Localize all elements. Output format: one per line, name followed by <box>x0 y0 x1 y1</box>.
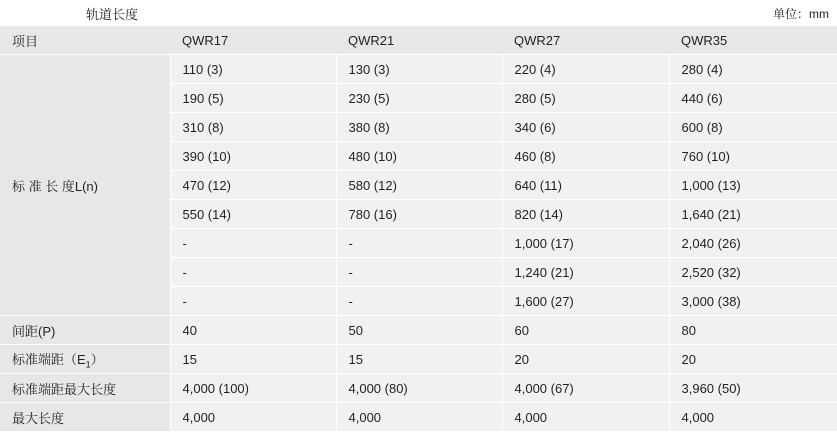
cell-qwr27: 460 (8) <box>502 142 669 171</box>
cell-qwr17: 390 (10) <box>170 142 336 171</box>
column-header-qwr17: QWR17 <box>170 26 336 55</box>
table-row <box>0 374 837 403</box>
row-label-subscript: 1 <box>85 359 91 370</box>
cell-qwr21: 4,000 (80) <box>336 374 502 403</box>
cell-qwr35: 4,000 <box>669 403 837 432</box>
cell-qwr17: 110 (3) <box>170 55 336 84</box>
rail-length-table <box>0 26 837 432</box>
cell-qwr21: 50 <box>336 316 502 345</box>
cell-qwr27: 1,240 (21) <box>502 258 669 287</box>
cell-qwr35: 20 <box>669 345 837 374</box>
cell-qwr17: - <box>170 229 336 258</box>
table-caption-title: 轨道长度 <box>86 7 139 22</box>
cell-qwr21: 580 (12) <box>336 171 502 200</box>
cell-qwr17: 310 (8) <box>170 113 336 142</box>
row-label-standard-end-distance <box>0 345 170 374</box>
cell-qwr27: 20 <box>502 345 669 374</box>
cell-qwr35: 600 (8) <box>669 113 837 142</box>
cell-qwr35: 2,520 (32) <box>669 258 837 287</box>
cell-qwr35: 1,640 (21) <box>669 200 837 229</box>
cell-qwr27: 1,000 (17) <box>502 229 669 258</box>
cell-qwr21: 380 (8) <box>336 113 502 142</box>
cell-qwr35: 80 <box>669 316 837 345</box>
column-header-qwr35: QWR35 <box>669 26 837 55</box>
row-label-suffix: ） <box>90 351 104 367</box>
cell-qwr35: 2,040 (26) <box>669 229 837 258</box>
row-label-pitch: 间距(P) <box>0 316 170 345</box>
row-label-standard-length <box>0 55 170 316</box>
cell-qwr35: 280 (4) <box>669 55 837 84</box>
row-label-standard-length-text: 标 准 长 度L(n) <box>12 178 98 194</box>
column-header-item: 项目 <box>0 26 170 55</box>
cell-qwr21: 780 (16) <box>336 200 502 229</box>
column-header-qwr27: QWR27 <box>502 26 669 55</box>
cell-qwr27: 280 (5) <box>502 84 669 113</box>
table-body <box>0 55 837 432</box>
row-label-max-length-with-end-distance: 标准端距最大长度 <box>0 374 170 403</box>
cell-qwr17: 550 (14) <box>170 200 336 229</box>
unit-label: 单位：mm <box>773 7 829 21</box>
row-label-max-length: 最大长度 <box>0 403 170 432</box>
cell-qwr35: 440 (6) <box>669 84 837 113</box>
table-row <box>0 316 837 345</box>
cell-qwr21: - <box>336 287 502 316</box>
cell-qwr17: 15 <box>170 345 336 374</box>
cell-qwr17: 470 (12) <box>170 171 336 200</box>
cell-qwr21: 480 (10) <box>336 142 502 171</box>
cell-qwr17: 4,000 <box>170 403 336 432</box>
cell-qwr35: 760 (10) <box>669 142 837 171</box>
table-row <box>0 55 837 84</box>
cell-qwr27: 4,000 (67) <box>502 374 669 403</box>
cell-qwr27: 1,600 (27) <box>502 287 669 316</box>
cell-qwr27: 340 (6) <box>502 113 669 142</box>
table-row <box>0 345 837 374</box>
cell-qwr21: 130 (3) <box>336 55 502 84</box>
cell-qwr35: 1,000 (13) <box>669 171 837 200</box>
cell-qwr21: 15 <box>336 345 502 374</box>
cell-qwr17: - <box>170 258 336 287</box>
table-row <box>0 403 837 432</box>
cell-qwr35: 3,000 (38) <box>669 287 837 316</box>
cell-qwr27: 820 (14) <box>502 200 669 229</box>
cell-qwr35: 3,960 (50) <box>669 374 837 403</box>
cell-qwr27: 220 (4) <box>502 55 669 84</box>
cell-qwr27: 4,000 <box>502 403 669 432</box>
cell-qwr21: - <box>336 229 502 258</box>
row-label-standard-end-distance-text: 标准端距（E <box>12 351 86 367</box>
cell-qwr17: 4,000 (100) <box>170 374 336 403</box>
cell-qwr21: 4,000 <box>336 403 502 432</box>
cell-qwr17: - <box>170 287 336 316</box>
cell-qwr17: 190 (5) <box>170 84 336 113</box>
table-header-row <box>0 26 837 55</box>
table-header <box>0 26 837 55</box>
caption-row <box>0 0 837 26</box>
cell-qwr27: 60 <box>502 316 669 345</box>
cell-qwr21: 230 (5) <box>336 84 502 113</box>
cell-qwr27: 640 (11) <box>502 171 669 200</box>
column-header-qwr21: QWR21 <box>336 26 502 55</box>
cell-qwr17: 40 <box>170 316 336 345</box>
cell-qwr21: - <box>336 258 502 287</box>
